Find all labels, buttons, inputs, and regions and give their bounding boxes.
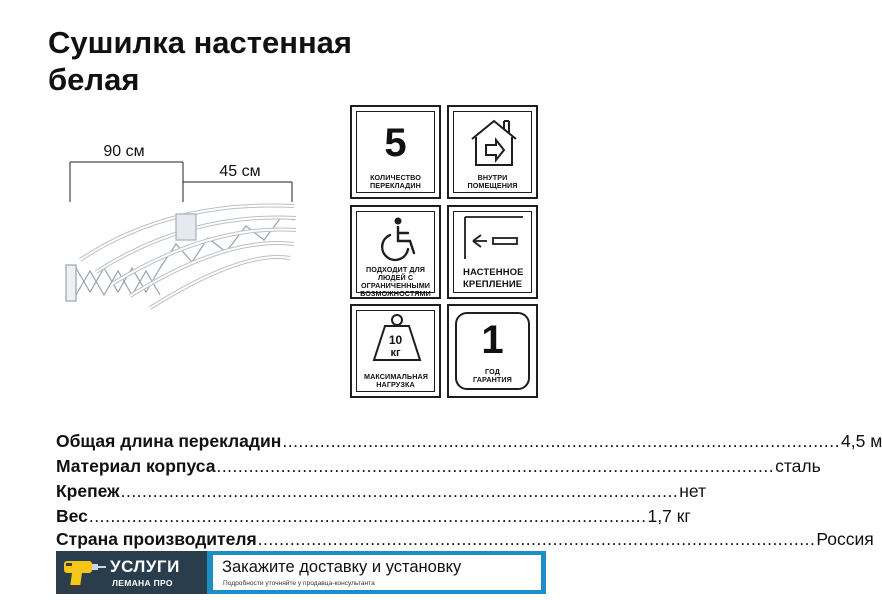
dryer-rack xyxy=(66,205,296,308)
spec-row-material: Материал корпуса ........................................................................................................ сталь xyxy=(56,456,821,476)
spec-label: Вес xyxy=(56,506,88,526)
product-title: Сушилка настенная белая xyxy=(48,25,352,97)
wall-mount-icon xyxy=(459,211,531,261)
spec-label: Крепеж xyxy=(56,481,120,501)
spec-row-country: Страна производителя ........................................................................................................ Россия xyxy=(56,529,874,549)
dryer-illustration xyxy=(50,140,300,320)
drill-icon xyxy=(60,555,108,591)
max-load-caption: МАКСИМАЛЬНАЯ НАГРУЗКА xyxy=(364,372,429,389)
house-arrow-icon xyxy=(464,115,524,169)
services-banner[interactable] xyxy=(56,551,546,594)
spec-value: сталь xyxy=(775,456,821,476)
warranty-value: 1 xyxy=(481,318,504,362)
depth-label: 45 см xyxy=(219,163,261,180)
wheelchair-icon xyxy=(376,215,420,261)
delivery-cta-text: Закажите доставку и установку xyxy=(222,558,462,576)
width-label: 90 см xyxy=(103,143,145,160)
tile-bars-count xyxy=(350,105,441,199)
bars-count-value: 5 xyxy=(384,121,407,165)
bars-count-caption: КОЛИЧЕСТВО ПЕРЕКЛАДИН xyxy=(370,173,421,190)
services-badge-title: УСЛУГИ xyxy=(110,557,180,576)
tile-warranty xyxy=(447,304,538,398)
accessible-caption: ПОДХОДИТ ДЛЯ ЛЮДЕЙ С ОГРАНИЧЕННЫМИ ВОЗМОЖНОСТЯМИ xyxy=(360,265,431,298)
delivery-cta[interactable] xyxy=(213,555,541,590)
spec-label: Материал корпуса xyxy=(56,456,216,476)
tile-max-load xyxy=(350,304,441,398)
depth-dimension xyxy=(183,182,292,202)
indoor-caption: ВНУТРИ ПОМЕЩЕНИЯ xyxy=(467,173,518,190)
spec-value: нет xyxy=(679,481,707,501)
spec-row-weight: Вес ........................................................................................................ 1,7 кг xyxy=(56,506,691,526)
tile-indoor xyxy=(447,105,538,199)
warranty-caption: ГОД ГАРАНТИЯ xyxy=(473,367,512,384)
wall-mount-caption: НАСТЕННОЕ КРЕПЛЕНИЕ xyxy=(463,267,524,290)
services-badge-subtitle: ЛЕМАНА ПРО xyxy=(112,578,173,588)
spec-row-fasteners: Крепеж ........................................................................................................ нет xyxy=(56,481,707,501)
spec-label: Общая длина перекладин xyxy=(56,431,282,451)
spec-value: Россия xyxy=(816,529,874,549)
tile-accessible xyxy=(350,205,441,299)
spec-value: 4,5 м xyxy=(841,431,882,451)
width-dimension xyxy=(70,162,183,202)
spec-row-bar-length: Общая длина перекладин ........................................................................................................ 4,5 м xyxy=(56,431,882,451)
load-weight-unit: кг xyxy=(390,347,401,359)
spec-value: 1,7 кг xyxy=(647,506,691,526)
delivery-cta-note: Подробности уточняйте у продавца-консультанта xyxy=(223,580,375,587)
services-badge[interactable] xyxy=(56,551,207,594)
spec-label: Страна производителя xyxy=(56,529,257,549)
tile-wall-mount xyxy=(447,205,538,299)
load-weight-value: 10 xyxy=(388,333,403,347)
